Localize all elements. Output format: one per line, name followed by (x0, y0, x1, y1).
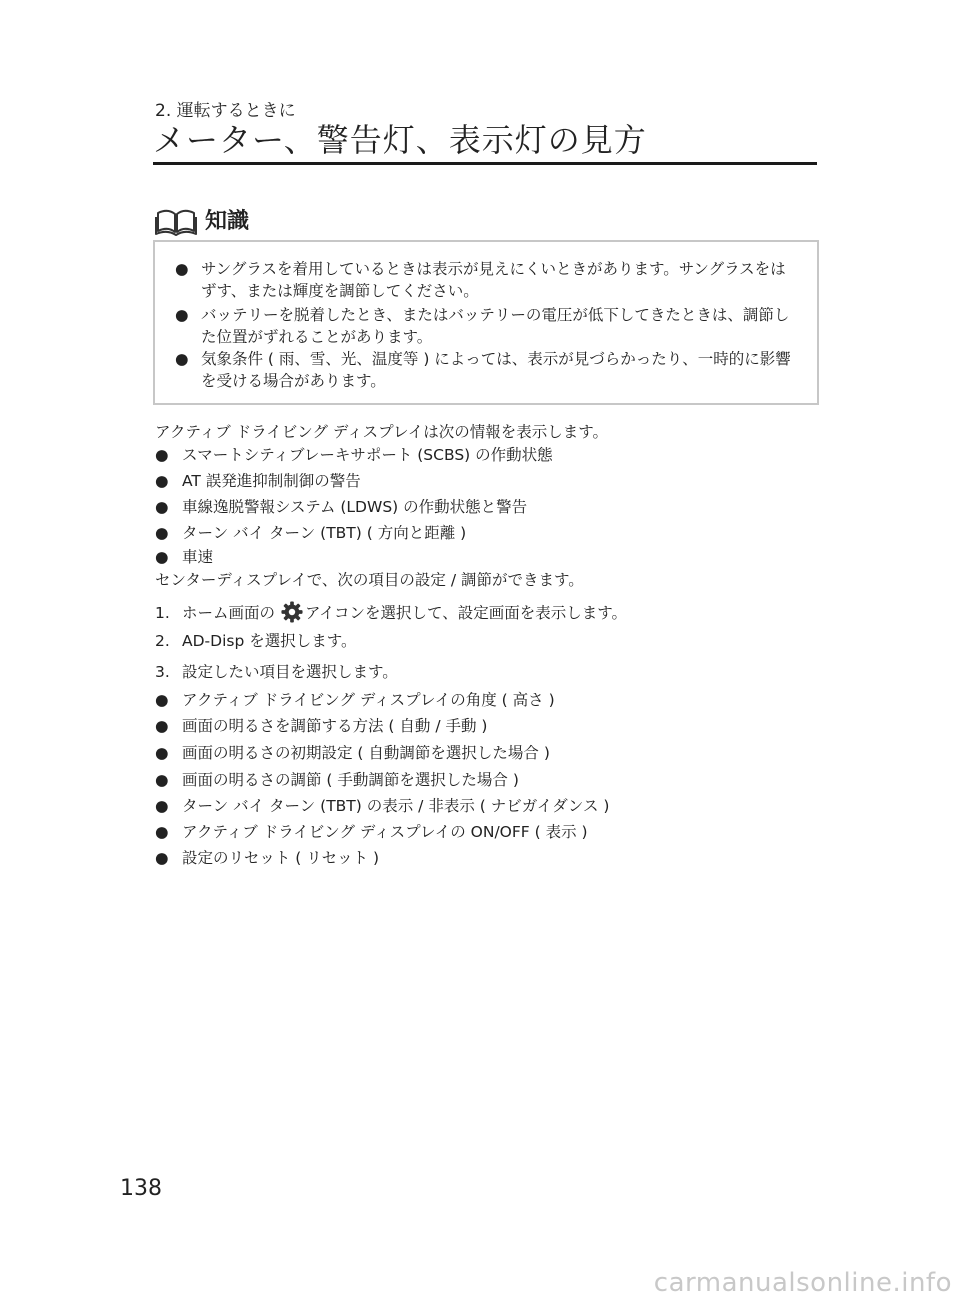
setting-item (155, 743, 550, 763)
setting-item (155, 770, 519, 790)
step-text: 設定したい項目を選択します。 (182, 663, 398, 681)
bullet: ● (155, 446, 169, 464)
open-book-icon (155, 208, 197, 236)
watermark: carmanualsonline.info (653, 1268, 952, 1298)
note-item (175, 348, 795, 392)
info-item-text: ターン バイ ターン (TBT) ( 方向と距離 ) (182, 524, 467, 542)
setting-item-text: ターン バイ ターン (TBT) の表示 / 非表示 ( ナビガイダンス ) (182, 797, 610, 815)
info-item (155, 445, 553, 465)
note-item-text: バッテリーを脱着したとき、またはバッテリーの電圧が低下してきたときは、調節した位置がずれることがあります。 (201, 306, 790, 346)
info-item-text: 車速 (182, 548, 214, 566)
setting-item-text: アクティブ ドライビング ディスプレイの ON/OFF ( 表示 ) (182, 823, 588, 841)
bullet: ● (155, 797, 169, 815)
bullet: ● (175, 350, 189, 368)
bullet: ● (155, 823, 169, 841)
section-label: 2. 運転するときに (155, 101, 296, 121)
setting-item (155, 716, 487, 736)
bullet: ● (155, 691, 169, 709)
info-item (155, 547, 213, 567)
note-item (175, 304, 795, 348)
bullet: ● (155, 849, 169, 867)
page-number: 138 (120, 1176, 162, 1201)
bullet: ● (155, 771, 169, 789)
note-item-text: 気象条件 ( 雨、雪、光、温度等 ) によっては、表示が見づらかったり、一時的に影響を受ける場合があります。 (201, 350, 791, 390)
note-item-text: サングラスを着用しているときは表示が見えにくいときがあります。サングラスをはずす、または輝度を調節してください。 (201, 260, 786, 300)
setting-item-text: アクティブ ドライビング ディスプレイの角度 ( 高さ ) (182, 691, 555, 709)
page-title: メーター、警告灯、表示灯の見方 (153, 121, 647, 159)
info-item-text: スマートシティブレーキサポート (SCBS) の作動状態 (182, 446, 553, 464)
info-intro: アクティブ ドライビング ディスプレイは次の情報を表示します。 (155, 423, 609, 441)
setting-item-text: 画面の明るさの初期設定 ( 自動調節を選択した場合 ) (182, 744, 550, 762)
step-text: AD-Disp を選択します。 (182, 632, 357, 650)
settings-intro: センターディスプレイで、次の項目の設定 / 調節ができます。 (155, 571, 584, 589)
bullet: ● (155, 548, 169, 566)
step-number: 2. (155, 632, 170, 650)
step-2 (155, 631, 356, 651)
step-3 (155, 662, 398, 682)
setting-item-text: 設定のリセット ( リセット ) (182, 849, 380, 867)
setting-item (155, 796, 609, 816)
setting-item-text: 画面の明るさを調節する方法 ( 自動 / 手動 ) (182, 717, 488, 735)
bullet: ● (155, 472, 169, 490)
note-item (175, 258, 795, 302)
setting-item (155, 822, 588, 842)
title-divider (153, 162, 817, 165)
info-item (155, 523, 466, 543)
info-item-text: 車線逸脱警報システム (LDWS) の作動状態と警告 (182, 498, 528, 516)
note-box (153, 240, 819, 405)
bullet: ● (155, 498, 169, 516)
bullet: ● (155, 744, 169, 762)
bullet: ● (155, 524, 169, 542)
bullet: ● (175, 260, 189, 278)
setting-item-text: 画面の明るさの調節 ( 手動調節を選択した場合 ) (182, 771, 519, 789)
bullet: ● (175, 306, 189, 324)
step-1 (155, 601, 627, 623)
bullet: ● (155, 717, 169, 735)
step-text: ホーム画面の (182, 604, 276, 622)
step-number: 1. (155, 604, 170, 622)
gear-icon (281, 601, 303, 623)
info-item-text: AT 誤発進抑制制御の警告 (182, 472, 361, 490)
info-item (155, 497, 527, 517)
setting-item (155, 848, 379, 868)
note-heading-text: 知識 (205, 209, 250, 234)
step-text: アイコンを選択して、設定画面を表示します。 (305, 604, 627, 622)
step-number: 3. (155, 663, 170, 681)
info-item (155, 471, 361, 491)
note-heading (155, 207, 249, 237)
setting-item (155, 690, 555, 710)
